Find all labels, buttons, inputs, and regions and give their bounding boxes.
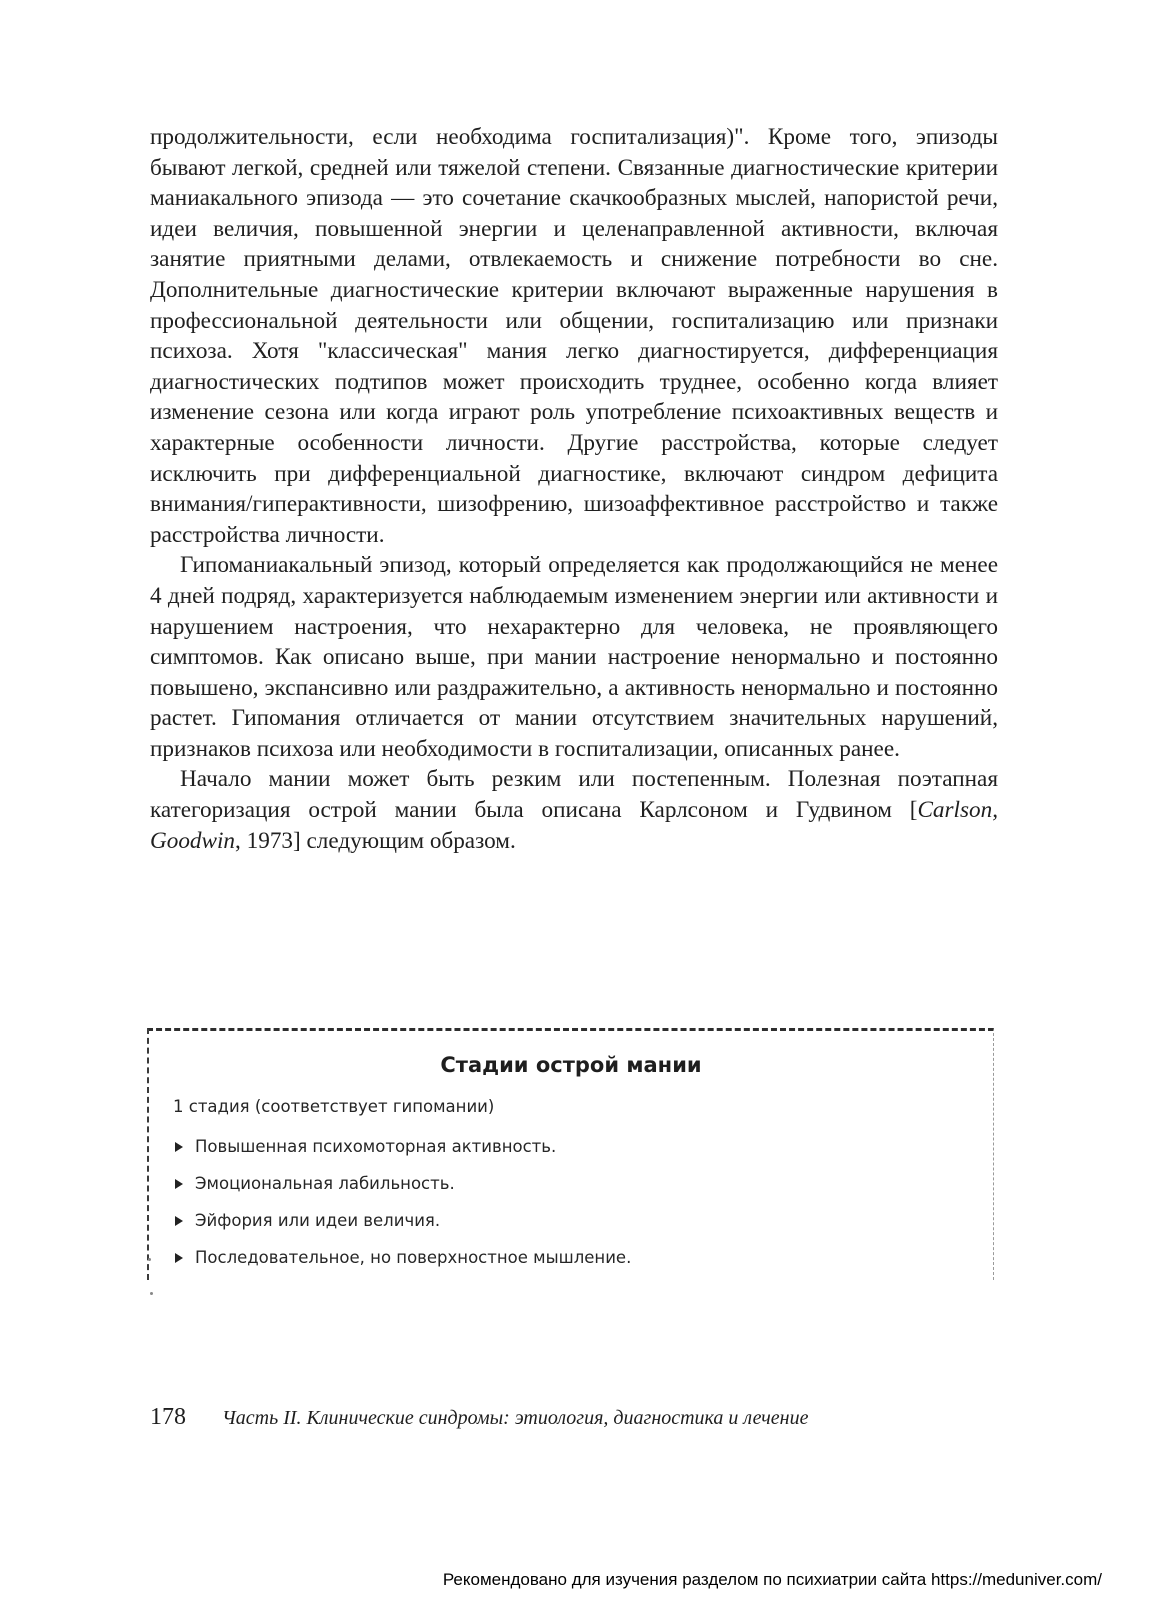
running-head: Часть II. Клинические синдромы: этиология, диагностика и лечение	[222, 1407, 809, 1429]
body-text	[150, 122, 998, 856]
list-item-text: Повышенная психомоторная активность.	[195, 1137, 557, 1156]
citation-authors: Carlson, Goodwin	[150, 797, 998, 854]
list-item	[173, 1137, 631, 1174]
list-item	[173, 1248, 631, 1285]
arrow-icon	[175, 1216, 183, 1226]
stages-box	[147, 1028, 994, 1280]
paragraph-1: продолжительности, если необходима госпитализация)". Кроме того, эпизоды бывают легкой, средней или тяжелой степени. Связанные диагностические критерии маниакального эпизода — это сочетание скачкообразных мыслей, напористой речи, идеи величия, повышенной энергии и целенаправленной активности, включая занятие приятными делами, отвлекаемость и снижение потребности во сне. Дополнительные диагностические критерии включают выраженные нарушения в профессиональной деятельности или общении, госпитализацию или признаки психоза. Хотя "классическая" мания легко диагностируется, дифференциация диагностических подтипов может происходить труднее, особенно когда влияет изменение сезона или когда играют роль употребление психоактивных веществ и характерные особенности личности. Другие расстройства, которые следует исключить при дифференциальной диагностике, включают синдром дефицита внимания/гиперактивности, шизофрению, шизоаффективное расстройство и также расстройства личности.	[150, 124, 998, 548]
list-item	[173, 1211, 631, 1248]
page-number: 178	[150, 1404, 186, 1430]
list-item	[173, 1174, 631, 1211]
arrow-icon	[175, 1142, 183, 1152]
arrow-icon	[175, 1179, 183, 1189]
watermark-text: Рекомендовано для изучения разделом по психиатрии сайта https://meduniver.com/	[442, 1570, 1102, 1589]
list-item-text: Эйфория или идеи величия.	[195, 1211, 441, 1230]
paragraph-2: Гипоманиакальный эпизод, который определяется как продолжающийся не менее 4 дней подряд, характеризуется наблюдаемым изменением энергии или активности и нарушением настроения, что нехарактерно для человека, не проявляющего симптомов. Как описано выше, при мании настроение ненормально и постоянно повышено, экспансивно или раздражительно, а активность ненормально и постоянно растет. Гипомания отличается от мании отсутствием значительных нарушений, признаков психоза или необходимости в госпитализации, описанных ранее.	[150, 552, 998, 762]
scan-speck	[148, 1258, 151, 1261]
paragraph-3	[150, 764, 998, 856]
box-title: Стадии острой мании	[440, 1053, 702, 1077]
list-item-text: Последовательное, но поверхностное мышление.	[195, 1248, 632, 1267]
paragraph-3-lead: Начало мании может быть резким или постепенным. Полезная поэтапная категоризация острой мании была описана Карлсоном и Гудвином [	[150, 766, 998, 824]
citation-year: , 1973] следующим образом.	[235, 827, 516, 854]
stage-1-heading: 1 стадия (соответствует гипомании)	[173, 1097, 495, 1116]
scan-speck	[150, 1292, 153, 1295]
page-footer	[150, 1404, 998, 1431]
arrow-icon	[175, 1253, 183, 1263]
list-item-text: Эмоциональная лабильность.	[195, 1174, 455, 1193]
stage-1-list	[173, 1137, 631, 1285]
